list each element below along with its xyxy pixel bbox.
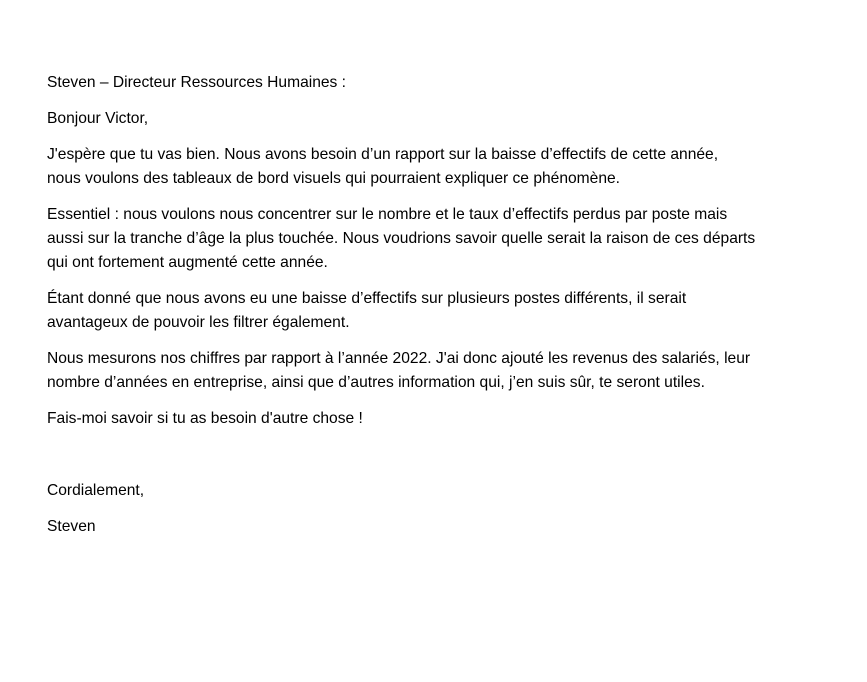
paragraph-line: aussi sur la tranche d’âge la plus touchée. Nous voudrions savoir quelle serait la raison de ces départs <box>47 230 756 247</box>
paragraph-line: qui ont fortement augmenté cette année. <box>47 254 328 271</box>
paragraph-line: Essentiel : nous voulons nous concentrer sur le nombre et le taux d’effectifs perdus par poste mais <box>47 206 728 223</box>
spacer <box>47 443 837 479</box>
paragraph-line: Étant donné que nous avons eu une baisse d’effectifs sur plusieurs postes différents, il serait <box>47 290 687 307</box>
paragraph-line: nous voulons des tableaux de bord visuels qui pourraient expliquer ce phénomène. <box>47 170 621 187</box>
paragraph-request <box>47 143 837 191</box>
paragraph-contact: Fais-moi savoir si tu as besoin d'autre chose ! <box>47 410 363 427</box>
paragraph-figures <box>47 347 837 395</box>
closing: Cordialement, <box>47 482 145 499</box>
paragraph-line: nombre d’années en entreprise, ainsi que d’autres information qui, j’en suis sûr, te seront utiles. <box>47 374 705 391</box>
paragraph-line: avantageux de pouvoir les filtrer également. <box>47 314 350 331</box>
paragraph-filters <box>47 287 837 335</box>
paragraph-line: Nous mesurons nos chiffres par rapport à l’année 2022. J'ai donc ajouté les revenus des salariés, leur <box>47 350 751 367</box>
paragraph-essentials <box>47 203 837 275</box>
letter-body <box>47 71 837 551</box>
signature: Steven <box>47 518 96 535</box>
greeting: Bonjour Victor, <box>47 110 149 127</box>
letter-header: Steven – Directeur Ressources Humaines : <box>47 74 347 91</box>
paragraph-line: J'espère que tu vas bien. Nous avons besoin d’un rapport sur la baisse d’effectifs de cette année, <box>47 146 719 163</box>
